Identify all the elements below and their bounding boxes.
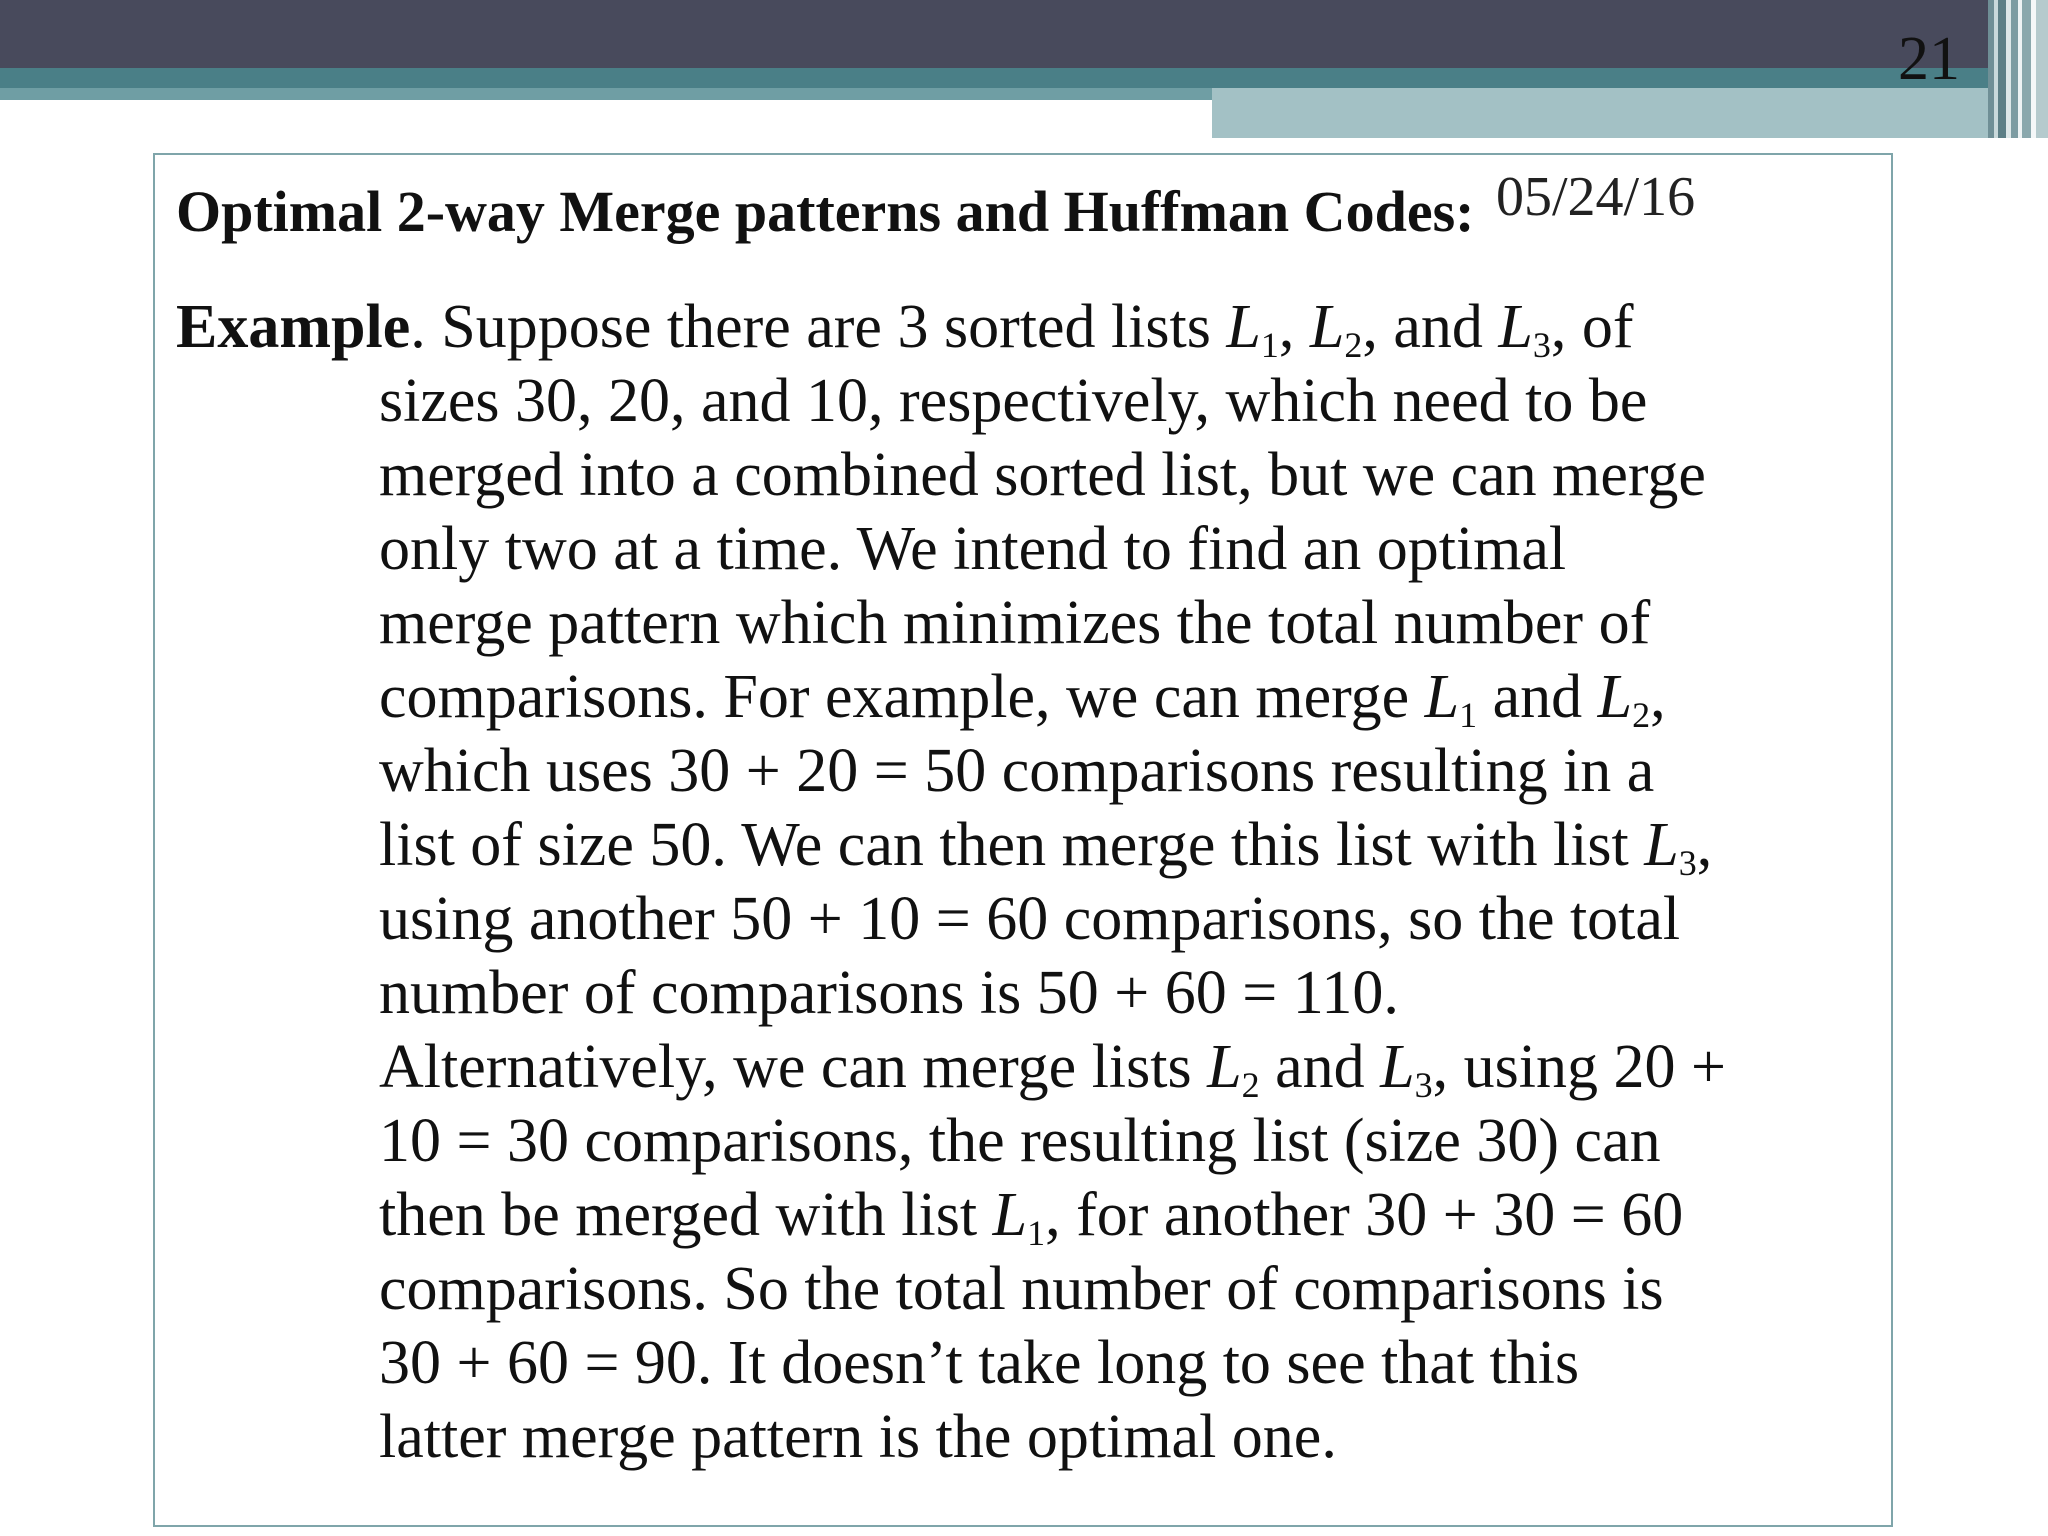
text-run: Alternatively, we can merge lists [379, 1033, 1208, 1101]
subscript: 2 [1241, 1065, 1260, 1105]
paragraph-line [176, 1178, 1886, 1252]
subscript: 2 [1344, 325, 1363, 365]
line-content [379, 515, 1566, 583]
list-variable: L [1380, 1033, 1415, 1101]
text-run: 30 + 60 = 90. It doesn’t take long to see that this [379, 1329, 1580, 1397]
example-label: Example [176, 293, 411, 361]
list-variable: L [1226, 293, 1261, 361]
line-content [379, 367, 1647, 435]
text-run: comparisons. For example, we can merge [379, 663, 1425, 731]
line-content [379, 959, 1399, 1027]
text-run: . Suppose there are 3 sorted lists [410, 293, 1227, 361]
paragraph-line [176, 586, 1886, 660]
paragraph-line [176, 1252, 1886, 1326]
paragraph-line [176, 660, 1886, 734]
subscript: 1 [1260, 325, 1279, 365]
paragraph-line [176, 290, 1886, 364]
slide-number: 21 [1898, 25, 1960, 93]
line-content [379, 1329, 1579, 1397]
paragraph-line [176, 438, 1886, 512]
subscript: 1 [1027, 1213, 1046, 1253]
paragraph-line [176, 734, 1886, 808]
paragraph-line [176, 1400, 1886, 1474]
list-variable: L [1207, 1033, 1242, 1101]
text-run: 10 = 30 comparisons, the resulting list (size 30) can [379, 1107, 1661, 1175]
text-run: number of comparisons is 50 + 60 = 110. [379, 959, 1399, 1027]
line-content [379, 1033, 1726, 1105]
text-run: , [1278, 293, 1310, 361]
text-run: comparisons. So the total number of comparisons is [379, 1255, 1664, 1323]
example-paragraph [176, 290, 1886, 1474]
line-content [410, 293, 1634, 365]
paragraph-line [176, 1030, 1886, 1104]
list-variable: L [1597, 663, 1633, 731]
paragraph-line [176, 808, 1886, 882]
text-run: , and [1362, 293, 1499, 361]
text-run: merge pattern which minimizes the total number of [379, 589, 1651, 657]
subscript: 3 [1532, 325, 1551, 365]
list-variable: L [1644, 811, 1679, 879]
text-run: , of [1550, 293, 1634, 361]
paragraph-line [176, 512, 1886, 586]
line-content [379, 1255, 1664, 1323]
line-content [379, 811, 1713, 883]
list-variable: L [992, 1181, 1028, 1249]
subscript: 1 [1459, 695, 1478, 735]
text-run: , using 20 + [1432, 1033, 1726, 1101]
text-run: and [1477, 663, 1598, 731]
paragraph-line [176, 364, 1886, 438]
header-accent-thin [0, 88, 1212, 100]
text-run: , for another 30 + 30 = 60 [1045, 1181, 1684, 1249]
header-accent-band [0, 68, 2048, 88]
line-content [379, 737, 1654, 805]
text-run: sizes 30, 20, and 10, respectively, which need to be [379, 367, 1648, 435]
line-content [379, 1181, 1684, 1253]
header-edge-stripes [1988, 0, 2048, 138]
line-content [379, 663, 1666, 735]
slide-date: 05/24/16 [1496, 166, 1696, 228]
text-run: which uses 30 + 20 = 50 comparisons resulting in a [379, 737, 1655, 805]
line-content [379, 441, 1706, 509]
text-run: and [1259, 1033, 1381, 1101]
list-variable: L [1424, 663, 1460, 731]
text-run: merged into a combined sorted list, but we can merge [379, 441, 1706, 509]
subscript: 2 [1632, 695, 1651, 735]
line-content [379, 1403, 1337, 1471]
line-content [379, 1107, 1661, 1175]
list-variable: L [1498, 293, 1533, 361]
line-content [379, 589, 1650, 657]
subscript: 3 [1414, 1065, 1433, 1105]
text-run: latter merge pattern is the optimal one. [379, 1403, 1337, 1471]
text-run: , [1650, 663, 1666, 731]
text-run: using another 50 + 10 = 60 comparisons, so the total [379, 885, 1681, 953]
paragraph-line [176, 882, 1886, 956]
text-run: only two at a time. We intend to find an optimal [379, 515, 1567, 583]
text-run: , [1696, 811, 1713, 879]
text-run: list of size 50. We can then merge this list with list [379, 811, 1645, 879]
paragraph-line [176, 1104, 1886, 1178]
subscript: 3 [1678, 843, 1697, 883]
list-variable: L [1309, 293, 1345, 361]
slide-title: Optimal 2-way Merge patterns and Huffman Codes: [176, 179, 1475, 244]
paragraph-line [176, 1326, 1886, 1400]
line-content [379, 885, 1680, 953]
header-band [0, 0, 2048, 68]
paragraph-line [176, 956, 1886, 1030]
text-run: then be merged with list [379, 1181, 993, 1249]
